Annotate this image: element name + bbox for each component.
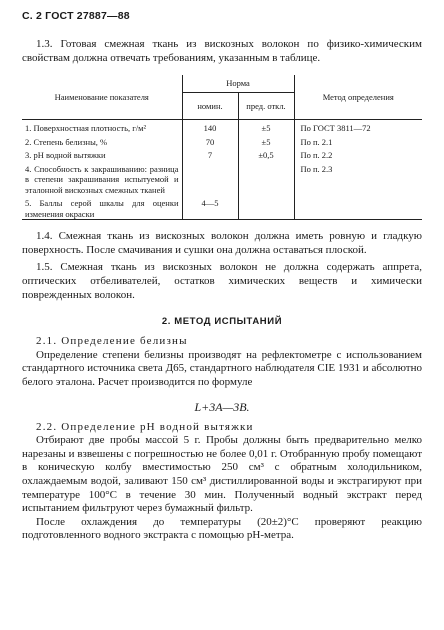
row-method: По п. 2.3 <box>300 163 333 174</box>
requirements-table <box>22 75 422 220</box>
page-header: С. 2 ГОСТ 27887—88 <box>22 10 130 22</box>
paragraph-2-1: Определение степени белизны производят на рефлектометре с использованием стандартного источника света Д65, стандартного наблюдателя CIE 1931 и абсолютно белого эталона. Расчет производится по формуле <box>22 348 422 388</box>
table-row <box>22 161 422 196</box>
row-deviation: ±5 <box>238 134 294 148</box>
row-name: 2. Степень белизны, % <box>22 134 182 148</box>
row-nominal: 140 <box>182 120 238 134</box>
subsection-2-2-title: 2.2. Определение рН водной вытяжки <box>36 420 254 433</box>
row-method: По п. 2.1 <box>300 136 333 147</box>
table-header-norm: Норма <box>182 75 294 92</box>
row-deviation: ±5 <box>238 120 294 134</box>
row-name: 3. рН водной вытяжки <box>22 147 182 161</box>
table-header-nominal: номин. <box>182 92 238 120</box>
table-row <box>22 195 422 220</box>
row-method <box>294 195 422 220</box>
row-deviation: ±0,5 <box>238 147 294 161</box>
table-row <box>22 147 422 161</box>
row-name: 5. Баллы серой шкалы для оценки изменения окраски <box>22 195 182 220</box>
row-name: 1. Поверхностная плотность, г/м² <box>22 120 182 134</box>
row-deviation <box>238 161 294 196</box>
table-header-deviation: пред. откл. <box>238 92 294 120</box>
paragraph-1-3: 1.3. Готовая смежная ткань из вискозных волокон по физико-химическим свойствам должна отвечать требованиям, указанным в таблице. <box>22 38 422 64</box>
table-header-method: Метод определения <box>294 75 422 120</box>
section-title: 2. МЕТОД ИСПЫТАНИЙ <box>161 316 283 328</box>
table-header-name: Наименование показателя <box>22 75 182 120</box>
table-row <box>22 134 422 148</box>
formula: L+3A—3B. <box>194 399 250 414</box>
subsection-2-1-title: 2.1. Определение белизны <box>36 335 188 348</box>
row-nominal <box>182 161 238 196</box>
paragraph-2-2b: После охлаждения до температуры (20±2)°С проверяют реакцию подготовленного водного экстракта с помощью рН-метра. <box>22 515 422 542</box>
paragraph-2-2a: Отбирают две пробы массой 5 г. Пробы должны быть предварительно мелко нарезаны и взвешены с погрешностью не более 0,01 г. Отобранную пробу помещают в коническую колбу вместимостью 250 см³ с обратным холодильником, охлаждаемым водой, заливают 150 см³ дистиллированной воды и экстрагируют при температуре 100°С в течение 30 мин. Полученный водный экстракт перед испытанием фильтруют через бумажный фильтр. <box>22 434 422 515</box>
row-method: По п. 2.2 <box>300 150 333 161</box>
row-nominal: 7 <box>182 147 238 161</box>
row-nominal: 4—5 <box>182 195 238 220</box>
paragraph-1-4: 1.4. Смежная ткань из вискозных волокон должна иметь ровную и гладкую поверхность. После смачивания и сушки она должна оставаться плоской. <box>22 230 422 256</box>
row-nominal: 70 <box>182 134 238 148</box>
table-row <box>22 120 422 134</box>
row-deviation <box>238 195 294 220</box>
row-name: 4. Способность к закрашиванию: разница в степени закрашивания испытуемой и эталонной вискозных смежных тканей <box>22 161 182 196</box>
row-method: По ГОСТ 3811—72 <box>300 123 371 134</box>
paragraph-1-5: 1.5. Смежная ткань из вискозных волокон не должна содержать аппрета, оптических отбеливателей, остатков химических веществ и химически поврежденных волокон. <box>22 261 422 301</box>
